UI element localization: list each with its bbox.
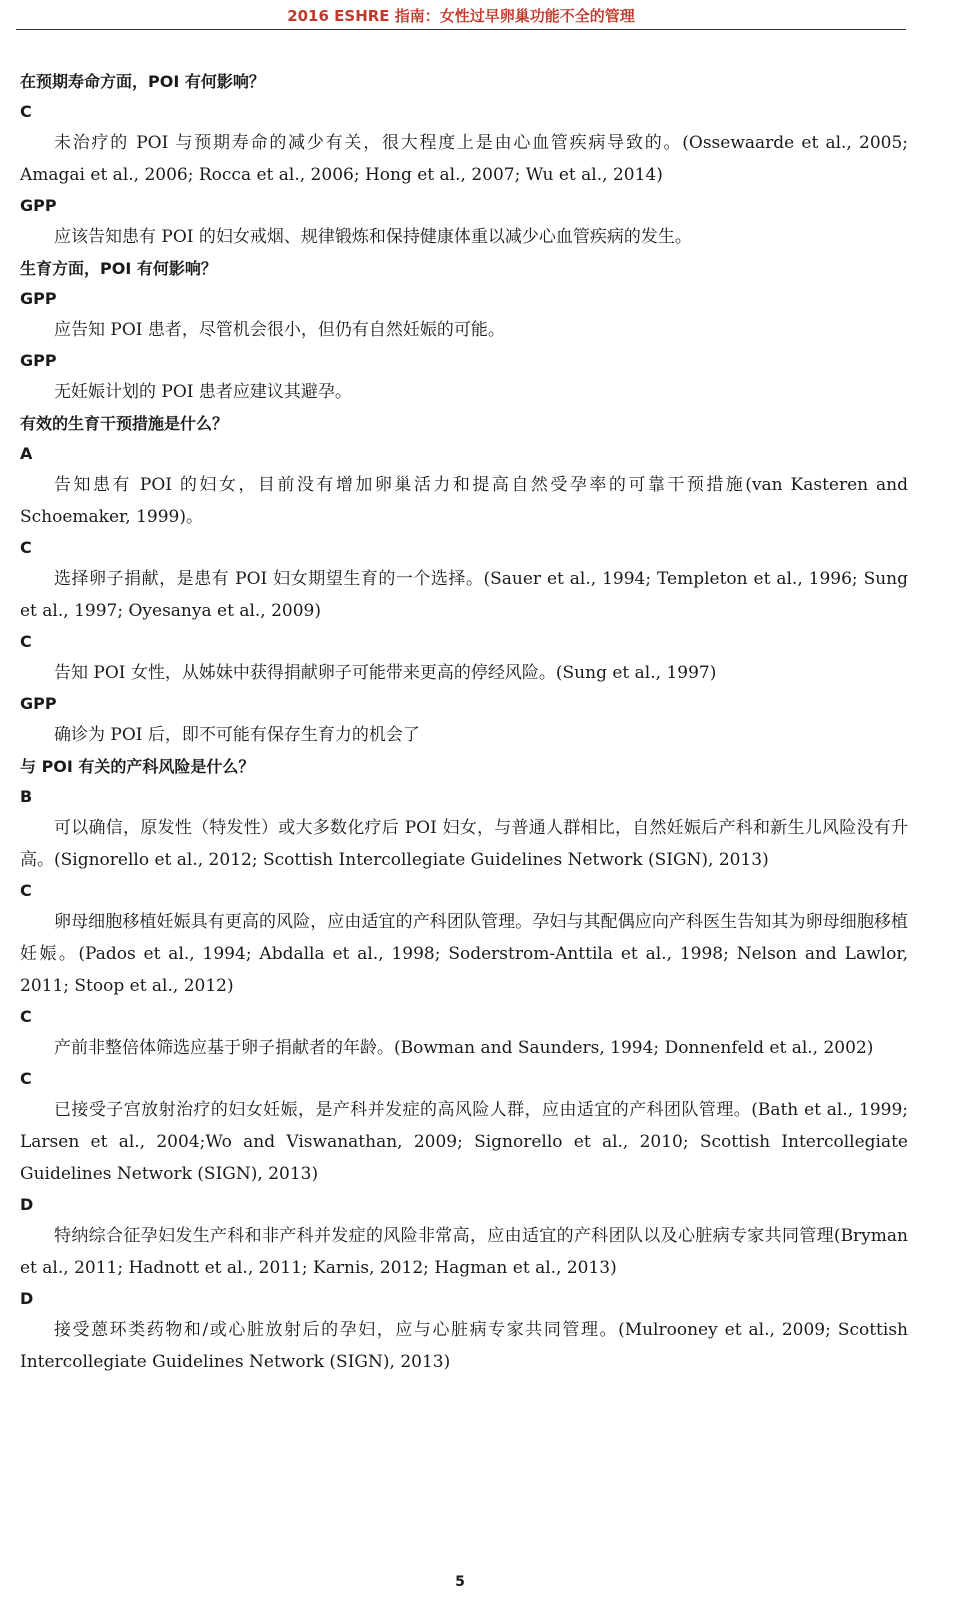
- evidence-grade: GPP: [20, 289, 57, 308]
- evidence-grade: GPP: [20, 196, 57, 215]
- recommendation-text: 已接受子宫放射治疗的妇女妊娠，是产科并发症的高风险人群，应由适宜的产科团队管理。(Bath et al., 1999; Larsen et al., 2004;Wo and Viswanathan, 2009; Signorello et al., 2010; Scottish Intercollegiate Guidelines Network (SIGN), 2013): [20, 1100, 908, 1184]
- evidence-grade: C: [20, 881, 32, 900]
- section-question: 有效的生育干预措施是什么？: [20, 414, 229, 433]
- section-question: 生育方面，POI 有何影响？: [20, 259, 217, 278]
- header-rule: [16, 29, 906, 30]
- section-question: 与 POI 有关的产科风险是什么？: [20, 757, 255, 776]
- evidence-grade: C: [20, 102, 32, 121]
- recommendation-text: 接受蒽环类药物和/或心脏放射后的孕妇，应与心脏病专家共同管理。(Mulrooney et al., 2009; Scottish Intercollegiate Guidelines Network (SIGN), 2013): [20, 1320, 908, 1372]
- recommendation-text: 应该告知患有 POI 的妇女戒烟、规律锻炼和保持健康体重以减少心血管疾病的发生。: [54, 227, 692, 247]
- recommendation-text: 未治疗的 POI 与预期寿命的减少有关，很大程度上是由心血管疾病导致的。(Ossewaarde et al., 2005; Amagai et al., 2006; Rocca et al., 2006; Hong et al., 2007; Wu et al., 2014): [20, 133, 908, 185]
- recommendation-text: 卵母细胞移植妊娠具有更高的风险，应由适宜的产科团队管理。孕妇与其配偶应向产科医生告知其为卵母细胞移植妊娠。(Pados et al., 1994; Abdalla et al., 1998; Soderstrom-Anttila et al., 1998; Nelson and Lawlor, 2011; Stoop et al., 2012): [20, 912, 908, 996]
- recommendation-text: 特纳综合征孕妇发生产科和非产科并发症的风险非常高，应由适宜的产科团队以及心脏病专家共同管理(Bryman et al., 2011; Hadnott et al., 2011; Karnis, 2012; Hagman et al., 2013): [20, 1226, 908, 1278]
- recommendation-text: 无妊娠计划的 POI 患者应建议其避孕。: [54, 382, 352, 402]
- page-content: [20, 66, 908, 1378]
- recommendation-text: 确诊为 POI 后，即不可能有保存生育力的机会了: [54, 725, 420, 745]
- recommendation-text: 可以确信，原发性（特发性）或大多数化疗后 POI 妇女，与普通人群相比，自然妊娠后产科和新生儿风险没有升高。(Signorello et al., 2012; Scottish Intercollegiate Guidelines Network (SIGN), 2013): [20, 818, 908, 870]
- evidence-grade: B: [20, 787, 33, 806]
- section-question: 在预期寿命方面，POI 有何影响？: [20, 72, 265, 91]
- recommendation-text: 告知患有 POI 的妇女，目前没有增加卵巢活力和提高自然受孕率的可靠干预措施(van Kasteren and Schoemaker, 1999)。: [20, 475, 908, 527]
- recommendation-text: 选择卵子捐献，是患有 POI 妇女期望生育的一个选择。(Sauer et al., 1994; Templeton et al., 1996; Sung et al., 1997; Oyesanya et al., 2009): [20, 569, 908, 621]
- evidence-grade: C: [20, 1007, 32, 1026]
- evidence-grade: C: [20, 1069, 32, 1088]
- evidence-grade: D: [20, 1289, 34, 1308]
- evidence-grade: GPP: [20, 351, 57, 370]
- recommendation-text: 应告知 POI 患者，尽管机会很小，但仍有自然妊娠的可能。: [54, 320, 505, 340]
- evidence-grade: A: [20, 444, 33, 463]
- evidence-grade: C: [20, 538, 32, 557]
- recommendation-text: 产前非整倍体筛选应基于卵子捐献者的年龄。(Bowman and Saunders, 1994; Donnenfeld et al., 2002): [54, 1038, 874, 1058]
- evidence-grade: D: [20, 1195, 34, 1214]
- evidence-grade: GPP: [20, 694, 57, 713]
- evidence-grade: C: [20, 632, 32, 651]
- recommendation-text: 告知 POI 女性，从姊妹中获得捐献卵子可能带来更高的停经风险。(Sung et al., 1997): [54, 663, 717, 683]
- page-number: 5: [455, 1574, 465, 1590]
- running-header: 2016 ESHRE 指南：女性过早卵巢功能不全的管理: [287, 7, 635, 25]
